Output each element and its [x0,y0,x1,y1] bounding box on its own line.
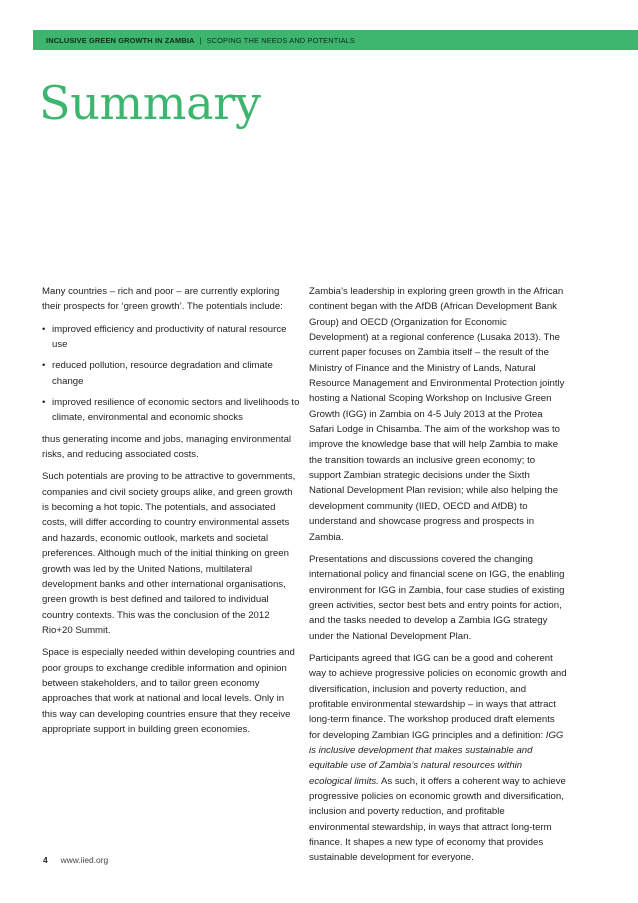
list-item [42,358,300,389]
bullet-marker: • [42,360,46,372]
body-paragraph: Such potentials are proving to be attractive to governments, companies and civil society groups alike, and green growth is becoming a hot topic. The potentials, and associated costs, will differ according to country environmental assets and hazards, economic outlook, markets and societal preferences. Although much of the initial thinking on green growth was led by the United Nations, multilateral development banks and other international organisations, green growth is best defined and tailored to individual country contexts. This was the conclusion of the 2012 Rio+20 Summit. [42,471,296,636]
header-separator: | [199,35,202,45]
definition-tail-text: As such, it offers a coherent way to achieve progressive policies on economic growth and diversification, inclusion and poverty reduction, and profitable environmental stewardship, in ways that attract long-term finance. It shapes a new type of economy that provides sustainable development for everyone. [309,775,566,864]
body-paragraph: Zambia’s leadership in exploring green growth in the African continent began with the AfDB (African Development Bank Group) and OECD (Organization for Economic Development) at a regional conference (Lusaka 2013). The current paper focuses on Zambia itself – the result of the Ministry of Finance and the Ministry of Lands, Natural Resource Management and Environmental Protection jointly hosting a National Scoping Workshop on Inclusive Green Growth (IGG) in Zambia on 4-5 July 2013 at the Protea Safari Lodge in Chisamba. The aim of the workshop was to improve the knowledge base that will help Zambia to make the transition towards an inclusive green economy; to support Zambian strategic decisions under the Sixth National Development Plan revision; while also helping the development community (IIED, OECD and AfDB) to understand and showcase progress and prospects in Zambia. [309,286,565,543]
page-footer [43,855,108,865]
list-item [42,395,300,426]
list-item [42,322,300,353]
potentials-list [42,322,300,426]
list-item-text: reduced pollution, resource degradation and climate change [52,360,273,387]
body-paragraph: thus generating income and jobs, managing environmental risks, and reducing associated costs. [42,433,292,461]
definition-lead-text: Participants agreed that IGG can be a good and coherent way to achieve progressive policies on economic growth and diversification, inclusion and poverty reduction, and profitable environmental stewardship – in ways that attract long-term finance. The workshop produced draft elements for developing Zambian IGG principles and a definition: [309,652,567,741]
left-column [42,284,300,744]
body-paragraph: Presentations and discussions covered the changing international policy and financial scene on IGG, the enabling environment for IGG in Zambia, four case studies of existing green activities, sector best bets and entry points for action, and the tasks needed to develop a Zambia IGG strategy under the National Development Plan. [309,553,565,642]
bullet-marker: • [42,323,46,335]
header-subtitle: SCOPING THE NEEDS AND POTENTIALS [206,35,355,45]
igg-definition: IGG is inclusive development that makes sustainable and equitable use of Zambia’s natural resources within ecological limits. [309,729,564,787]
page-number: 4 [43,855,48,865]
body-paragraph: Space is especially needed within developing countries and poor groups to exchange credible information and opinion between stakeholders, and to tailor green economy approaches that work at national and local levels. Only in this way can developing countries ensure that they receive appropriate support in building green economies. [42,647,295,735]
list-item-text: improved resilience of economic sectors and livelihoods to climate, environmental and economic shocks [52,397,300,424]
running-header [33,30,638,50]
definition-paragraph [309,651,567,866]
footer-url[interactable]: www.iied.org [60,855,109,865]
intro-paragraph: Many countries – rich and poor – are currently exploring their prospects for ‘green growth’. The potentials include: [42,286,283,313]
header-title: INCLUSIVE GREEN GROWTH IN ZAMBIA [46,35,195,45]
list-item-text: improved efficiency and productivity of natural resource use [52,323,287,351]
bullet-marker: • [42,397,46,409]
page-title: Summary [39,76,261,130]
right-column [309,284,567,873]
